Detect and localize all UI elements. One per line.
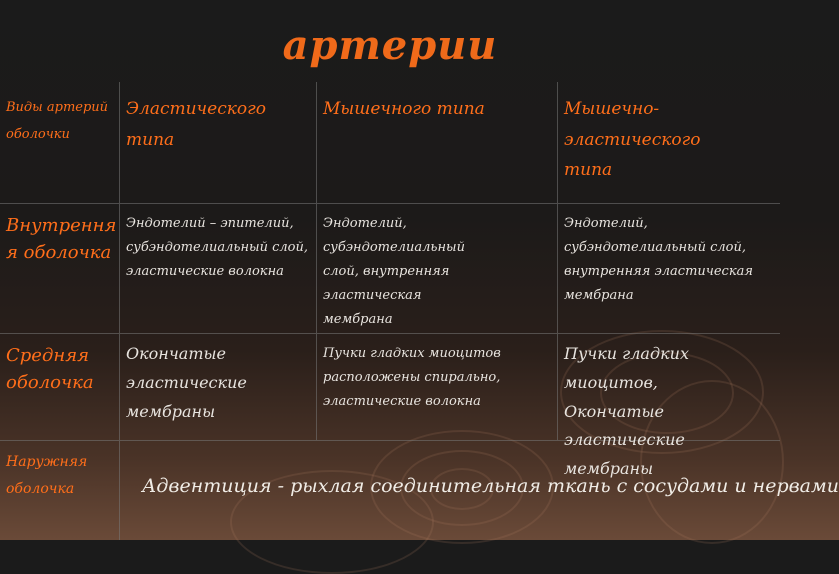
column-header-label: Мышечно-эластического [564,99,701,150]
row-label: Внутрення [6,215,117,236]
corner-label-layers: оболочки [6,127,70,143]
cell-line: мембраны [126,401,216,421]
row-header-middle-layer [0,334,120,441]
table-cell [558,204,780,334]
column-header-elastic [120,82,317,204]
cell-line: Эндотелий, субэндотелиальный [323,216,465,256]
row-label: оболочка [6,480,75,497]
cell-line: эластические волокна [126,264,284,280]
cell-line: Пучки гладких миоцитов, [564,344,689,392]
cell-line: эластические [126,372,247,392]
page-title: артерии [282,22,498,69]
row-header-outer-layer [0,441,120,540]
arteries-table [0,82,839,540]
table-cell [317,204,558,334]
cell-line: мембраны [564,459,654,479]
corner-label-types: Виды артерий [6,100,109,115]
cell-line: мембрана [564,288,634,304]
cell-line: Эндотелий – эпителий, [126,216,294,231]
row-label: я оболочка [6,242,112,263]
cell-line: Эндотелий, [564,216,648,231]
cell-line: Пучки гладких миоцитов [323,346,501,361]
cell-line: эластические волокна [323,394,481,410]
table-cell [120,334,317,441]
cell-line: субэндотелиальный слой, [564,240,746,256]
table-corner-header [0,82,120,204]
column-header-mixed [558,82,780,204]
column-header-muscular [317,82,558,204]
row-label: оболочка [6,372,94,393]
table-cell [120,204,317,334]
table-cell [558,334,780,479]
column-header-label: типа [564,160,613,181]
cell-line: субэндотелиальный слой, [126,240,308,256]
row-header-inner-layer [0,204,120,334]
row-label: Наружняя [6,454,88,470]
column-header-label: Мышечного типа [323,99,485,119]
table-cell [317,334,558,441]
merged-cell-adventitia: Адвентиция - рыхлая соединительная ткань с сосудами и нервами [142,475,839,497]
cell-line: Окончатые [126,344,227,363]
cell-line: мембрана [323,312,393,328]
row-label: Средняя [6,345,90,366]
cell-line: расположены спирально, [323,370,501,386]
cell-line: Окончатые эластические [564,401,685,450]
cell-line: внутренняя эластическая [564,264,753,280]
cell-line: слой, внутренняя эластическая [323,264,450,304]
column-header-label: Эластического типа [126,99,266,150]
